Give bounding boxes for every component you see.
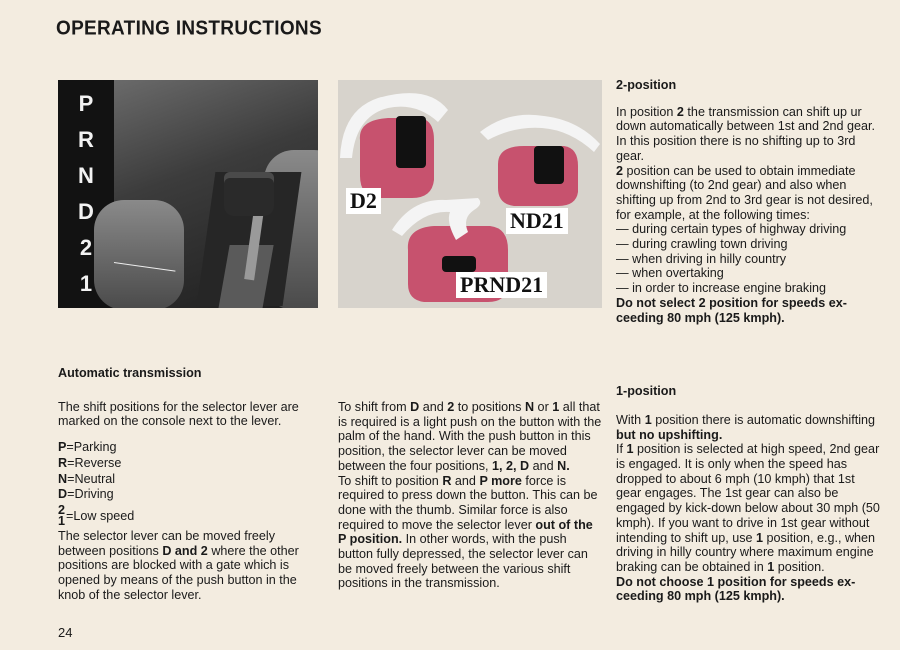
one-position-paragraph-1: With 1 position there is automatic downshifting but no upshifting. [616,412,876,442]
list-item: — during certain types of highway driving [616,222,847,237]
lever-knob [224,172,274,216]
diagram-label-d2: D2 [346,188,381,214]
closing-paragraph: The selector lever can be moved freely between positions D and 2 where the other positions are blocked with a gate which is opened by means of the push button in the knob of the selector lever. [58,528,299,602]
gate-diagram [338,80,602,308]
shift-r-p-paragraph: To shift to position R and P more force is required to press down the button. This can be done with the thumb. Similar force is also required to move the selector lever out of the P position. In other words, with the push button fully depressed, the selector lever can be moved freely between the various shift positions in the transmission. [338,473,598,591]
strip-letter-r: R [78,127,94,152]
list-item: — when driving in hilly country [616,251,787,266]
strip-letter-d: D [78,199,94,224]
position-list [58,440,322,527]
page-number: 24 [58,625,73,640]
strip-letter-p: P [78,91,94,116]
position-neutral: N=Neutral [58,471,116,486]
one-position-paragraph-2: If 1 position is selected at high speed, 2nd gear is engaged. It is only when the speed has dropped to about 6 mph (10 kmph) that 1st gear engages. The 1st gear can also be engaged by kick-down below about 30 mph (50 kmph). If you want to drive in 1st gear without intending to shift up, use 1 position, e.g., when driving in hilly country where maximum engine braking can be obtained in 1 position. [616,442,880,574]
warning-2-position: Do not select 2 position for speeds exceeding 80 mph (125 kmph). [616,295,847,325]
two-position-paragraph-1: In position 2 the transmission can shift up ur down automatically between 1st and 2nd gear. [616,104,876,134]
position-reverse: R=Reverse [58,455,122,470]
right-column [616,78,880,604]
position-driving: D=Driving [58,487,114,502]
two-position-paragraph-3: 2 position can be used to obtain immediate downshifting (to 2nd gear) and also when shifting up from 2nd to 3rd gear is not desired, for example, at the following times: [616,163,873,222]
section-heading-2-position: 2-position [616,78,677,92]
intro-paragraph: The shift positions for the selector lever are marked on the console next to the lever. [58,399,299,429]
seat-left [94,200,184,308]
list-item: — when overtaking [616,266,724,281]
strip-letter-1: 1 [79,271,93,296]
middle-column [338,400,602,591]
position-parking: P=Parking [58,440,117,455]
strip-letter-n: N [78,163,94,188]
page-title: OPERATING INSTRUCTIONS [56,17,322,40]
list-item: — in order to increase engine braking [616,281,827,296]
diagram-label-prnd21: PRND21 [456,272,547,298]
left-column [58,366,322,602]
section-heading-automatic: Automatic transmission [58,366,202,380]
two-position-paragraph-2: In this position there is no shifting up to 3rd gear. [616,134,856,163]
selector-lever-photo [58,80,318,308]
diagram-label-nd21: ND21 [506,208,568,234]
shift-n-1-paragraph: To shift from D and 2 to positions N or 1 all that is required is a light push on the button with the palm of the hand. With the push button in this position, the selector lever can be moved between the four positions, 1, 2, D and N. [338,400,602,473]
strip-letter-2: 2 [79,235,93,260]
console-scene [114,80,318,308]
section-heading-1-position: 1-position [616,384,677,399]
position-low-speed: 2 1 = Low speed [58,502,135,528]
warning-1-position: Do not choose 1 position for speeds exceeding 80 mph (125 kmph). [616,574,856,604]
list-item: — during crawling town driving [616,237,788,252]
